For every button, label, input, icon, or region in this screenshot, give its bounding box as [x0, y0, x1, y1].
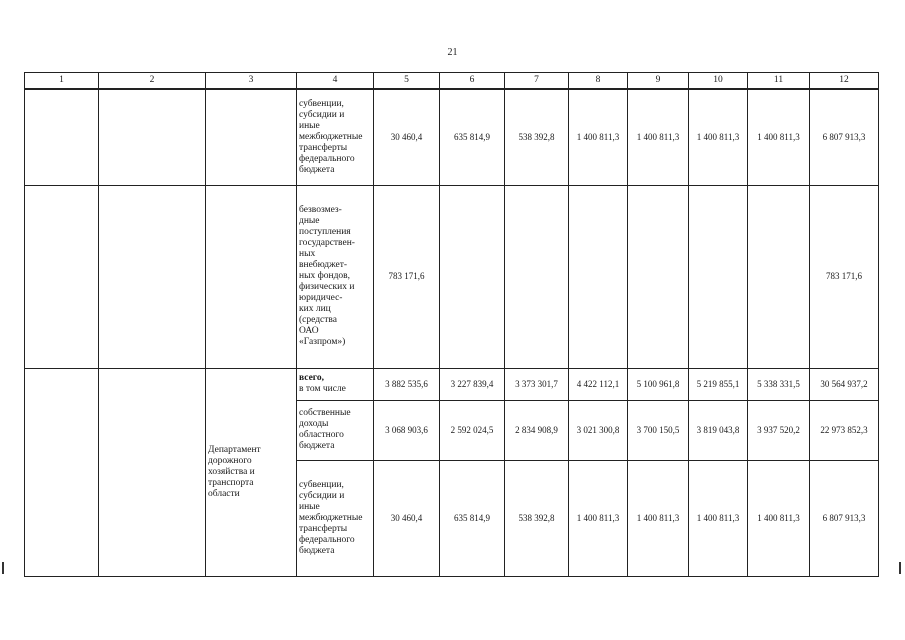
budget-table	[24, 72, 879, 577]
department-line: хозяйства и	[208, 466, 255, 477]
value-cell: 6 807 913,3	[810, 89, 879, 185]
source-line: бюджета	[299, 164, 335, 175]
source-line: субвенции,	[299, 479, 344, 490]
source-line: федерального	[299, 534, 355, 545]
source-line: ных	[299, 249, 316, 259]
value-cell: 5 100 961,8	[628, 368, 689, 400]
column-header: 10	[689, 73, 748, 90]
column-header: 5	[374, 73, 440, 90]
funding-source-cell	[297, 368, 374, 400]
value-cell: 3 068 903,6	[374, 400, 440, 460]
value-cell	[628, 185, 689, 368]
source-line: иные	[299, 501, 320, 512]
department-name-cell	[206, 368, 297, 576]
value-cell: 1 400 811,3	[569, 460, 628, 576]
value-cell: 30 460,4	[374, 460, 440, 576]
department-line: дорожного	[208, 455, 252, 466]
table-row	[25, 89, 879, 185]
source-line: субвенции,	[299, 98, 344, 109]
department-line: Департамент	[208, 444, 261, 455]
value-cell: 2 592 024,5	[440, 400, 505, 460]
value-cell: 22 973 852,3	[810, 400, 879, 460]
source-line: субсидии и	[299, 490, 345, 501]
department-line: области	[208, 488, 240, 499]
empty-cell	[206, 185, 297, 368]
source-line: бюджета	[299, 545, 335, 556]
funding-source-cell	[297, 460, 374, 576]
value-cell: 5 338 331,5	[748, 368, 810, 400]
value-cell: 2 834 908,9	[505, 400, 569, 460]
value-cell: 30 564 937,2	[810, 368, 879, 400]
value-cell: 5 219 855,1	[689, 368, 748, 400]
value-cell: 6 807 913,3	[810, 460, 879, 576]
scan-edge-mark	[899, 562, 901, 574]
source-line: ких лиц	[299, 304, 331, 314]
value-cell	[689, 185, 748, 368]
column-header: 2	[99, 73, 206, 90]
column-header: 6	[440, 73, 505, 90]
value-cell: 1 400 811,3	[628, 89, 689, 185]
value-cell: 1 400 811,3	[569, 89, 628, 185]
source-line: субсидии и	[299, 109, 345, 120]
column-header: 4	[297, 73, 374, 90]
source-line: (средства	[299, 315, 337, 325]
source-line: дные	[299, 216, 320, 226]
value-cell: 1 400 811,3	[689, 460, 748, 576]
value-cell: 635 814,9	[440, 460, 505, 576]
column-header: 7	[505, 73, 569, 90]
column-header: 11	[748, 73, 810, 90]
column-header: 1	[25, 73, 99, 90]
value-cell: 3 021 300,8	[569, 400, 628, 460]
column-header: 9	[628, 73, 689, 90]
value-cell: 30 460,4	[374, 89, 440, 185]
source-line: собственные	[299, 408, 351, 418]
source-line: доходы	[299, 419, 329, 429]
source-line: трансферты	[299, 142, 348, 153]
table-row	[25, 368, 879, 400]
value-cell: 1 400 811,3	[628, 460, 689, 576]
empty-cell	[206, 89, 297, 185]
value-cell: 3 937 520,2	[748, 400, 810, 460]
value-cell: 3 227 839,4	[440, 368, 505, 400]
value-cell	[440, 185, 505, 368]
source-line: внебюджет-	[299, 260, 348, 270]
source-line: физических и	[299, 282, 355, 292]
source-line: поступления	[299, 227, 351, 237]
source-line: трансферты	[299, 523, 348, 534]
value-cell: 3 373 301,7	[505, 368, 569, 400]
source-line: государствен-	[299, 238, 355, 248]
funding-source-cell	[297, 400, 374, 460]
total-label: всего,	[299, 373, 324, 383]
value-cell	[748, 185, 810, 368]
value-cell: 538 392,8	[505, 89, 569, 185]
source-line: межбюджетные	[299, 512, 363, 523]
source-line: иные	[299, 120, 320, 131]
source-line: областного	[299, 430, 344, 440]
empty-cell	[25, 368, 99, 576]
column-header-row	[25, 73, 879, 90]
empty-cell	[25, 185, 99, 368]
source-line: в том числе	[299, 384, 346, 394]
source-line: безвозмез-	[299, 205, 342, 215]
value-cell: 538 392,8	[505, 460, 569, 576]
value-cell: 3 700 150,5	[628, 400, 689, 460]
empty-cell	[25, 89, 99, 185]
value-cell	[505, 185, 569, 368]
value-cell: 1 400 811,3	[748, 89, 810, 185]
table-row	[25, 185, 879, 368]
column-header: 12	[810, 73, 879, 90]
source-line: бюджета	[299, 441, 335, 451]
source-line: ных фондов,	[299, 271, 351, 281]
value-cell: 1 400 811,3	[748, 460, 810, 576]
source-line: федерального	[299, 153, 355, 164]
value-cell: 3 819 043,8	[689, 400, 748, 460]
value-cell: 783 171,6	[810, 185, 879, 368]
source-line: «Газпром»)	[299, 337, 346, 347]
value-cell: 4 422 112,1	[569, 368, 628, 400]
source-line: ОАО	[299, 326, 319, 336]
page-number: 21	[447, 47, 458, 58]
value-cell: 783 171,6	[374, 185, 440, 368]
column-header: 8	[569, 73, 628, 90]
funding-source-cell	[297, 185, 374, 368]
value-cell: 635 814,9	[440, 89, 505, 185]
empty-cell	[99, 89, 206, 185]
column-header: 3	[206, 73, 297, 90]
source-line: межбюджетные	[299, 131, 363, 142]
source-line: юридичес-	[299, 293, 343, 303]
department-line: транспорта	[208, 477, 254, 488]
funding-source-cell	[297, 89, 374, 185]
scan-edge-mark	[2, 562, 4, 574]
empty-cell	[99, 368, 206, 576]
empty-cell	[99, 185, 206, 368]
value-cell	[569, 185, 628, 368]
value-cell: 3 882 535,6	[374, 368, 440, 400]
value-cell: 1 400 811,3	[689, 89, 748, 185]
